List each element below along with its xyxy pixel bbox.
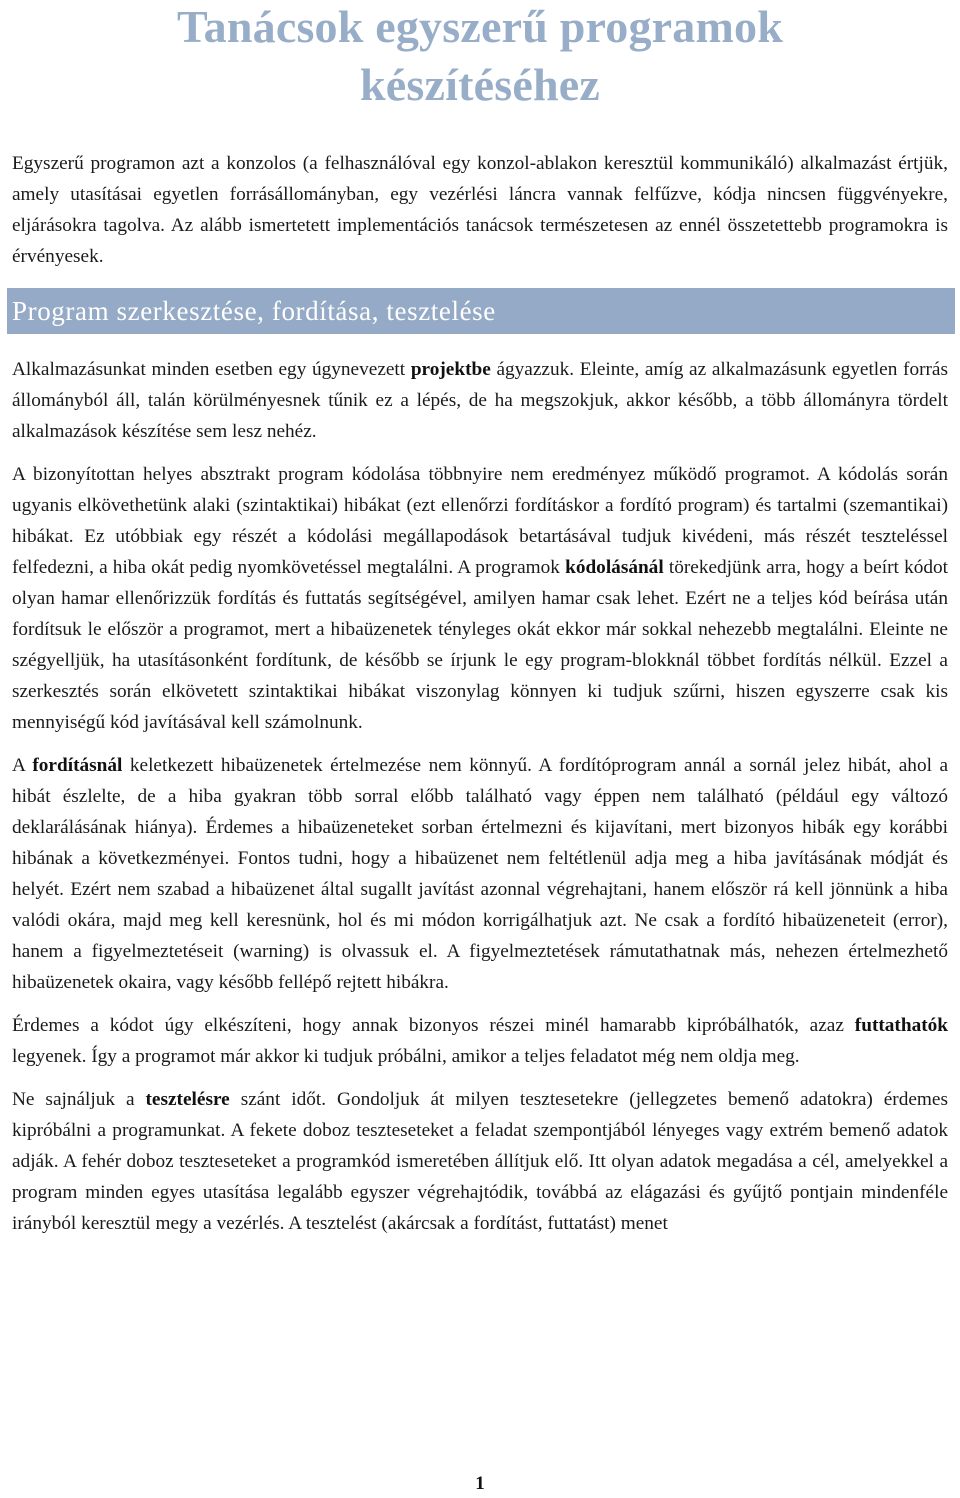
title-line-2: készítéséhez bbox=[360, 59, 600, 110]
text-run: keletkezett hibaüzenetek értelmezése nem könnyű. A fordítóprogram annál a sornál jelez hibát, ahol a hibát észlelte, de a hiba gyakran több sorral előbb található vagy éppen nem található (például egy változó deklarálásának hiánya). Érdemes a hibaüzeneteket sorban értelmezni és kijavítani, mert bizonyos hibák egy korábbi hibának a következményei. Fontos tudni, hogy a hibaüzenet nem feltétlenül adja meg a hiba javításának módját és helyét. Ezért nem szabad a hibaüzenet által sugallt javítást azonnal végrehajtani, hanem először rá kell jönnünk a hiba valódi okára, majd meg kell keresnünk, hol és mi módon korrigálhatjuk azt. Ne csak a fordító hibaüzeneteit (error), hanem a figyelmeztetéseit (warning) is olvassuk el. A figyelmeztetések rámutathatnak más, nehezen értelmezhető hibaüzenetek okaira, vagy később fellépő rejtett hibákra. bbox=[12, 755, 949, 993]
text-run: szánt időt. Gondoljuk át milyen tesztesetekre (jellegzetes bemenő adatokra) érdemes kipróbálni a programunkat. A fekete doboz teszteseteket a feladat szempontjából lényeges vagy extrém bemenő adatok adják. A fehér doboz teszteseteket a programkód ismeretében állítjuk elő. Itt olyan adatok megadása a cél, amelyekkel a program minden egyes utasítása legalább egyszer végrehajtódik, továbbá az elágazási és gyűjtő pontjain mindenféle irányból keresztül megy a vezérlés. A tesztelést (akárcsak a fordítást, futtatást) menet bbox=[12, 1089, 948, 1234]
title-line-1: Tanácsok egyszerű programok bbox=[177, 1, 783, 52]
paragraph-compiling bbox=[12, 750, 948, 998]
bold-term-tesztelesre: tesztelésre bbox=[145, 1089, 230, 1110]
bold-term-projektbe: projektbe bbox=[410, 359, 491, 380]
bold-term-kodolasanal: kódolásánál bbox=[565, 557, 664, 578]
paragraph-testing bbox=[12, 1084, 948, 1239]
text-run: törekedjünk arra, hogy a beírt kódot olyan hamar ellenőrizzük fordítás és futtatás segítségével, amilyen hamar csak lehet. Ezért ne a teljes kód beírása után fordítsuk le először a programot, mert a hibaüzenetek tényleges okát ekkor már sokkal nehezebb megtalálni. Eleinte ne szégyelljük, ha utasításonként fordítunk, de később se írjunk le egy program-blokknál többet fordítás nélkül. Ezzel a szerkesztés során elkövetett szintaktikai hibákat viszonylag könnyen ki tudjuk szűrni, hiszen egyszerre csak kis mennyiségű kód javításával kell számolnunk. bbox=[12, 557, 948, 733]
bold-term-forditasnal: fordításnál bbox=[32, 755, 123, 776]
text-run: Ne sajnáljuk a bbox=[12, 1089, 146, 1110]
document-page bbox=[12, 0, 948, 1239]
paragraph-running bbox=[12, 1010, 948, 1072]
text-run: legyenek. Így a programot már akkor ki tudjuk próbálni, amikor a teljes feladatot még nem oldja meg. bbox=[12, 1046, 800, 1067]
page-number: 1 bbox=[475, 1473, 485, 1494]
intro-paragraph: Egyszerű programon azt a konzolos (a felhasználóval egy konzol-ablakon keresztül kommunikáló) alkalmazást értjük, amely utasításai egyetlen forrásállományban, egy vezérlési láncra vannak felfűzve, kódja nincsen függvényekre, eljárásokra tagolva. Az alább ismertetett implementációs tanácsok természetesen az ennél összetettebb programokra is érvényesek. bbox=[12, 153, 948, 267]
paragraph-coding bbox=[12, 459, 948, 738]
text-run: Érdemes a kódot úgy elkészíteni, hogy annak bizonyos részei minél hamarabb kipróbálhatók, azaz bbox=[12, 1015, 855, 1036]
text-run: ágyazzuk. Eleinte, amíg az alkalmazásunk egyetlen forrás állományból áll, talán körülményesnek tűnik ez a lépés, de ha megszokjuk, akkor később, a több állományra tördelt alkalmazások készítése sem lesz nehéz. bbox=[12, 359, 948, 442]
text-run: Alkalmazásunkat minden esetben egy úgynevezett bbox=[12, 359, 411, 380]
section-heading: Program szerkesztése, fordítása, tesztelése bbox=[7, 288, 955, 334]
text-run: A bizonyítottan helyes absztrakt program kódolása többnyire nem eredményez működő programot. A kódolás során ugyanis elkövethetünk alaki (szintaktikai) hibákat (ezt ellenőrzi fordításkor a fordító program) és tartalmi (szemantikai) hibákat. Ez utóbbiak egy részét a kódolási megállapodások betartásával tudjuk kivédeni, más részét teszteléssel felfedezni, a hiba okát pedig nyomkövetéssel megtalálni. A programok bbox=[12, 464, 948, 578]
document-title bbox=[12, 0, 948, 114]
text-run: A bbox=[12, 755, 33, 776]
bold-term-futtathatok: futtathatók bbox=[854, 1015, 948, 1036]
paragraph-project bbox=[12, 354, 948, 447]
